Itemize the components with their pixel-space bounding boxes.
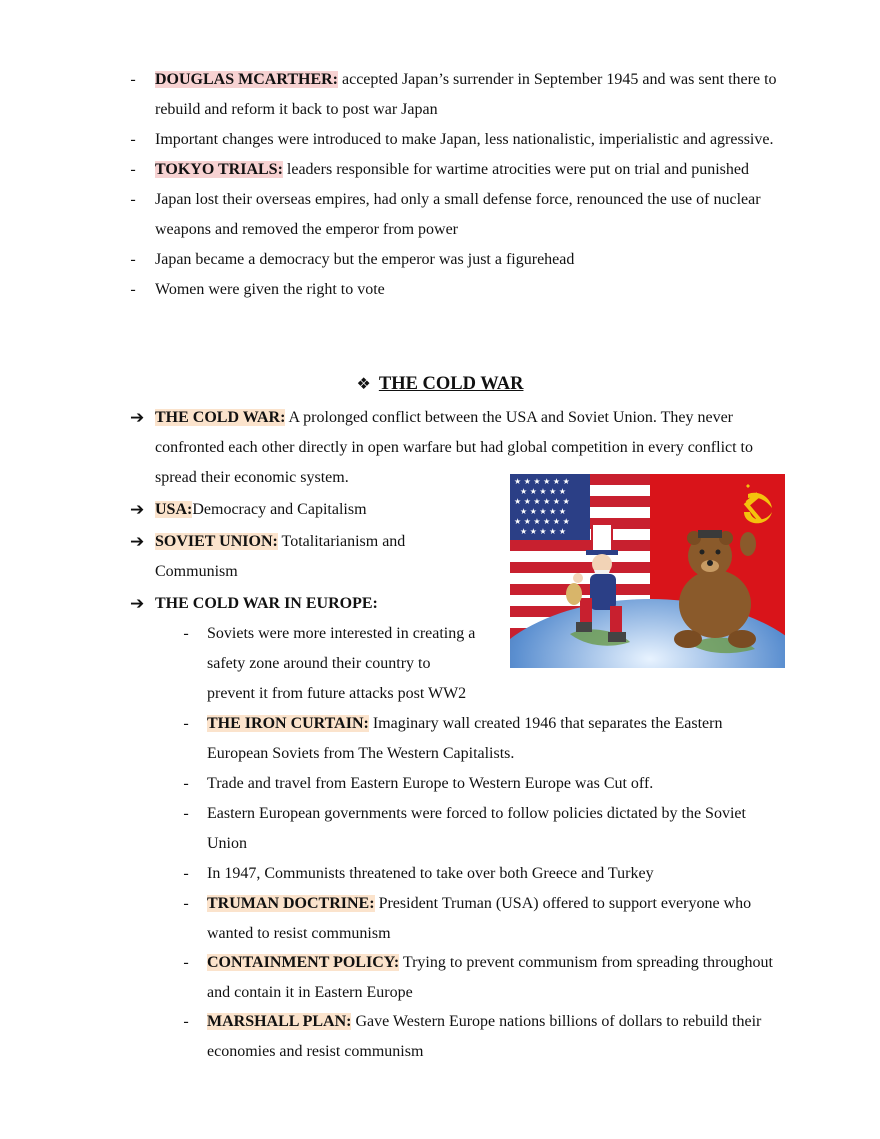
bullet-dash: - — [130, 281, 136, 298]
women-vote-line: Women were given the right to vote — [155, 281, 385, 298]
safety-zone-line: Soviets were more interested in creating a — [207, 625, 476, 642]
bullet-dash: - — [183, 805, 189, 822]
marshall-plan-line — [207, 1012, 761, 1032]
tokyo-trials-term: TOKYO TRIALS: — [155, 161, 283, 178]
cold-war-definition-2: confronted each other directly in open warfare but had global competition in every conflict to — [155, 439, 753, 456]
usa-text: Democracy and Capitalism — [192, 501, 367, 518]
mcarther-line-2: rebuild and reform it back to post war Japan — [155, 101, 438, 118]
bullet-dash: - — [183, 715, 189, 732]
cold-war-illustration — [510, 474, 785, 668]
svg-text:★ ★ ★ ★ ★ ★: ★ ★ ★ ★ ★ ★ — [514, 477, 570, 486]
cold-war-term: THE COLD WAR: — [155, 409, 286, 426]
tokyo-trials-line — [155, 160, 749, 180]
trade-cut-off-line: Trade and travel from Eastern Europe to Western Europe was Cut off. — [207, 775, 654, 792]
usa-term: USA: — [155, 501, 193, 518]
govts-policies-line: Eastern European governments were forced to follow policies dictated by the Soviet — [207, 805, 746, 822]
svg-text:★ ★ ★ ★ ★: ★ ★ ★ ★ ★ — [520, 487, 567, 496]
marshall-plan-line-2: economies and resist communism — [207, 1043, 424, 1060]
truman-doctrine-line-2: wanted to resist communism — [207, 925, 391, 942]
safety-zone-line-3: prevent it from future attacks post WW2 — [207, 685, 467, 702]
bullet-dash: - — [130, 71, 136, 88]
iron-curtain-text: Imaginary wall created 1946 that separates the Eastern — [368, 715, 723, 732]
democracy-line: Japan became a democracy but the emperor was just a figurehead — [155, 251, 575, 268]
soviet-union-line — [155, 532, 405, 552]
svg-text:★ ★ ★ ★ ★: ★ ★ ★ ★ ★ — [520, 507, 567, 516]
soviet-union-text: Totalitarianism and — [277, 533, 406, 550]
cold-war-def-text: A prolonged conflict between the USA and Soviet Union. They never — [285, 409, 734, 426]
arrow-bullet-icon: ➔ — [130, 408, 145, 428]
containment-policy-term: CONTAINMENT POLICY: — [207, 954, 400, 971]
tokyo-trials-text: leaders responsible for wartime atrocities were put on trial and punished — [282, 161, 749, 178]
svg-text:★ ★ ★ ★ ★: ★ ★ ★ ★ ★ — [520, 527, 567, 536]
bullet-dash: - — [130, 251, 136, 268]
bullet-dash: - — [183, 775, 189, 792]
bullet-dash: - — [130, 191, 136, 208]
arrow-bullet-icon: ➔ — [130, 500, 145, 520]
truman-doctrine-term: TRUMAN DOCTRINE: — [207, 895, 375, 912]
truman-doctrine-text: President Truman (USA) offered to support everyone who — [374, 895, 752, 912]
bullet-dash: - — [130, 161, 136, 178]
soviet-union-line-2: Communism — [155, 563, 238, 580]
bullet-dash: - — [183, 1013, 189, 1030]
mcarther-term: DOUGLAS MCARTHER: — [155, 71, 338, 88]
svg-text:★ ★ ★ ★ ★ ★: ★ ★ ★ ★ ★ ★ — [514, 497, 570, 506]
cold-war-europe-heading: THE COLD WAR IN EUROPE: — [155, 595, 378, 612]
section-heading — [0, 373, 880, 395]
lost-empires-line: Japan lost their overseas empires, had only a small defense force, renounced the use of nuclear — [155, 191, 761, 208]
cold-war-definition-3: spread their economic system. — [155, 469, 349, 486]
soviet-union-term: SOVIET UNION: — [155, 533, 278, 550]
svg-text:★ ★ ★ ★ ★ ★: ★ ★ ★ ★ ★ ★ — [514, 517, 570, 526]
diamond-bullet-icon: ❖ — [356, 374, 371, 393]
bullet-dash: - — [183, 865, 189, 882]
iron-curtain-term: THE IRON CURTAIN: — [207, 715, 369, 732]
mcarther-text: accepted Japan’s surrender in September 1945 and was sent there to — [338, 71, 777, 88]
safety-zone-line-2: safety zone around their country to — [207, 655, 431, 672]
iron-curtain-line — [207, 714, 722, 734]
greece-turkey-line: In 1947, Communists threatened to take over both Greece and Turkey — [207, 865, 654, 882]
cold-war-definition — [155, 408, 733, 428]
containment-policy-line — [207, 953, 773, 973]
bullet-dash: - — [130, 131, 136, 148]
govts-policies-line-2: Union — [207, 835, 247, 852]
usa-line — [155, 500, 367, 520]
bullet-dash: - — [183, 895, 189, 912]
marshall-plan-text: Gave Western Europe nations billions of dollars to rebuild their — [351, 1013, 762, 1030]
arrow-bullet-icon: ➔ — [130, 532, 145, 552]
iron-curtain-line-2: European Soviets from The Western Capitalists. — [207, 745, 515, 762]
bullet-dash: - — [183, 954, 189, 971]
bullet-dash: - — [183, 625, 189, 642]
changes-line: Important changes were introduced to make Japan, less nationalistic, imperialistic and agressive. — [155, 131, 774, 148]
arrow-bullet-icon: ➔ — [130, 594, 145, 614]
containment-policy-line-2: and contain it in Eastern Europe — [207, 984, 413, 1001]
truman-doctrine-line — [207, 894, 751, 914]
containment-policy-text: Trying to prevent communism from spreading throughout — [399, 954, 773, 971]
marshall-plan-term: MARSHALL PLAN: — [207, 1013, 352, 1030]
mcarther-line — [155, 70, 777, 90]
lost-empires-line-2: weapons and removed the emperor from power — [155, 221, 458, 238]
section-title: THE COLD WAR — [378, 374, 524, 394]
